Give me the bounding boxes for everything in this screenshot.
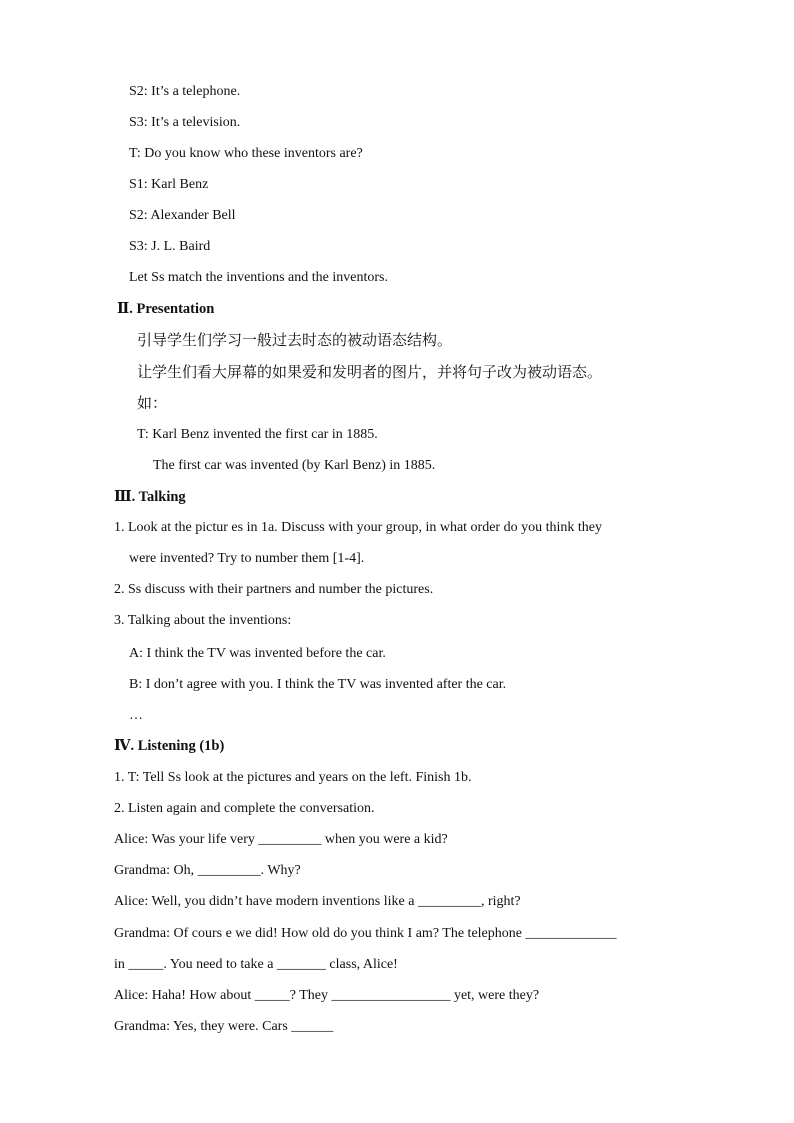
conversation-grandma-1: Grandma: Oh, _________. Why? [114,863,301,878]
dialogue-line-s3-television: S3: It’s a television. [129,115,241,130]
example-passive-sentence: The first car was invented (by Karl Benz) in 1885. [153,458,436,473]
listening-item-1: 1. T: Tell Ss look at the pictures and years on the left. Finish 1b. [114,770,472,785]
section-heading-presentation: Ⅱ. Presentation [117,301,215,317]
conversation-grandma-2-continued: in _____. You need to take a _______ class, Alice! [114,957,398,972]
conversation-alice-1: Alice: Was your life very _________ when you were a kid? [114,832,448,847]
talking-item-2: 2. Ss discuss with their partners and number the pictures. [114,582,434,597]
conversation-grandma-2: Grandma: Of cours e we did! How old do you think I am? The telephone _____________ [114,926,617,941]
conversation-grandma-3: Grandma: Yes, they were. Cars ______ [114,1019,334,1034]
talking-ellipsis: … [129,708,143,723]
instruction-match: Let Ss match the inventions and the inventors. [129,270,388,285]
presentation-example-label: 如： [137,394,168,412]
section-heading-listening: Ⅳ. Listening (1b) [114,738,225,754]
conversation-alice-2: Alice: Well, you didn’t have modern inventions like a _________, right? [114,894,521,909]
dialogue-line-s2-bell: S2: Alexander Bell [129,208,236,223]
listening-item-2: 2. Listen again and complete the conversation. [114,801,375,816]
dialogue-line-s2-telephone: S2: It’s a telephone. [129,84,241,99]
presentation-chinese-line-2: 让学生们看大屏幕的如果爱和发明者的图片，并将句子改为被动语态。 [137,363,603,381]
conversation-alice-3: Alice: Haha! How about _____? They _________________ yet, were they? [114,988,540,1003]
talking-item-3: 3. Talking about the inventions: [114,613,292,628]
dialogue-line-s3-baird: S3: J. L. Baird [129,239,211,254]
talking-dialogue-a: A: I think the TV was invented before the car. [129,646,386,661]
talking-item-1-continued: were invented? Try to number them [1-4]. [129,551,365,566]
presentation-chinese-line-1: 引导学生们学习一般过去时态的被动语态结构。 [137,331,453,349]
dialogue-line-s1-benz: S1: Karl Benz [129,177,209,192]
example-active-sentence: T: Karl Benz invented the first car in 1885. [137,427,378,442]
section-heading-talking: Ⅲ. Talking [114,489,186,505]
talking-item-1: 1. Look at the pictur es in 1a. Discuss with your group, in what order do you think they [114,520,602,535]
talking-dialogue-b: B: I don’t agree with you. I think the TV was invented after the car. [129,677,507,692]
dialogue-line-teacher-question: T: Do you know who these inventors are? [129,146,363,161]
